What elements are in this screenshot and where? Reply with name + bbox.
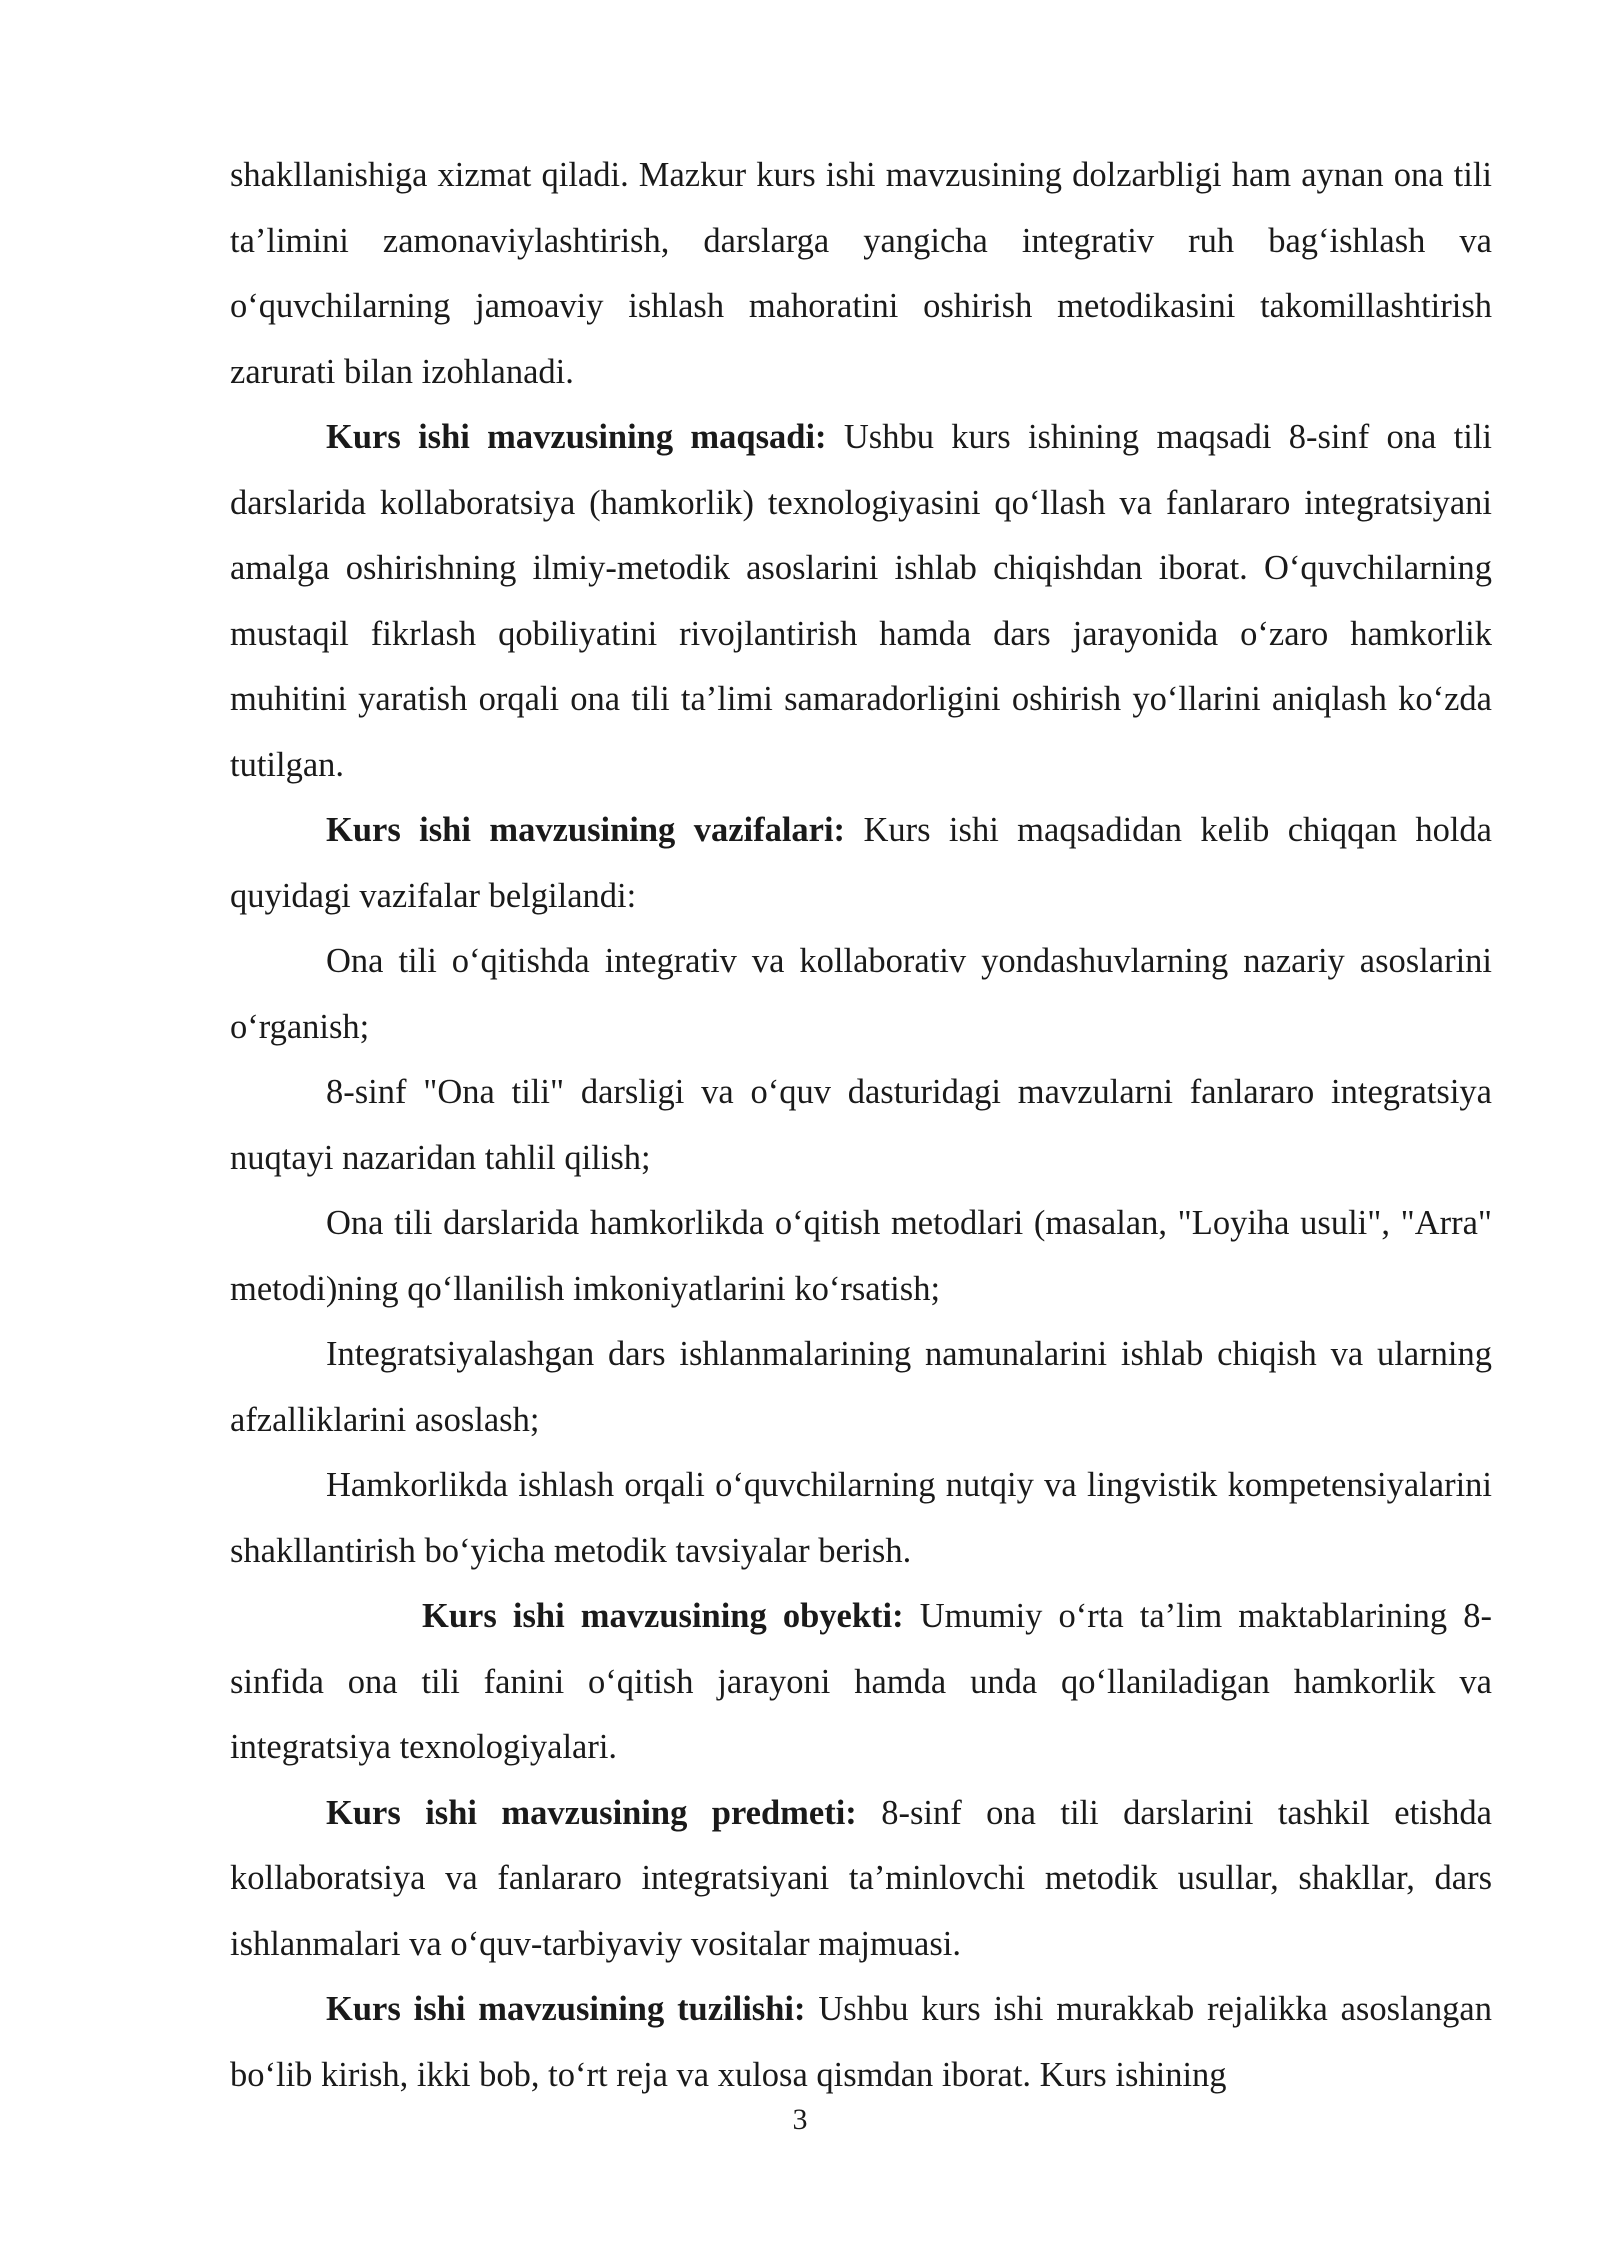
paragraph-text: Kurs ishi maqsadidan kelib chiqqan holda quyidagi vazifalar belgilandi: xyxy=(230,811,1492,915)
task-item xyxy=(230,1453,1492,1584)
document-page xyxy=(230,143,1492,2108)
paragraph-text: shakllanishiga xizmat qiladi. Mazkur kurs ishi mavzusining dolzarbligi ham aynan ona tili ta’limini zamonaviylashtirish, darslarga yangicha integrativ ruh bag‘ishlash va o‘quvchilarning jamoaviy ishlash mahoratini oshirish metodikasini takomillashtirish zarurati bilan izohlanadi. xyxy=(230,156,1492,391)
paragraph-structure xyxy=(230,1977,1492,2108)
paragraph-text: Integratsiyalashgan dars ishlanmalarining namunalarini ishlab chiqish va ularning afzalliklarini asoslash; xyxy=(230,1335,1492,1439)
page-number: 3 xyxy=(792,2103,808,2136)
paragraph-heading: Kurs ishi mavzusining maqsadi: xyxy=(326,418,827,456)
paragraph-object xyxy=(230,1584,1492,1781)
paragraph-text: Ona tili darslarida hamkorlikda o‘qitish metodlari (masalan, "Loyiha usuli", "Arra" metodi)ning qo‘llanilish imkoniyatlarini ko‘rsatish; xyxy=(230,1204,1492,1308)
paragraph-text: 8-sinf "Ona tili" darsligi va o‘quv dasturidagi mavzularni fanlararo integratsiya nuqtayi nazaridan tahlil qilish; xyxy=(230,1073,1492,1177)
task-item xyxy=(230,1191,1492,1322)
paragraph-heading: Kurs ishi mavzusining obyekti: xyxy=(422,1597,904,1635)
task-item xyxy=(230,1322,1492,1453)
paragraph-relevance-end xyxy=(230,143,1492,405)
task-item xyxy=(230,1060,1492,1191)
paragraph-heading: Kurs ishi mavzusining tuzilishi: xyxy=(326,1990,806,2028)
paragraph-text: Umumiy o‘rta ta’lim maktablarining 8-sinfida ona tili fanini o‘qitish jarayoni hamda unda qo‘llaniladigan hamkorlik va integratsiya texnologiyalari. xyxy=(230,1597,1493,1766)
paragraph-text: 8-sinf ona tili darslarini tashkil etishda kollaboratsiya va fanlararo integratsiyani ta’minlovchi metodik usullar, shakllar, dars ishlanmalari va o‘quv-tarbiyaviy vositalar majmuasi. xyxy=(230,1793,1492,1963)
paragraph-text: Ushbu kurs ishi murakkab rejalikka asoslangan bo‘lib kirish, ikki bob, to‘rt reja va xulosa qismdan iborat. Kurs ishining xyxy=(230,1990,1492,2094)
paragraph-text: Hamkorlikda ishlash orqali o‘quvchilarning nutqiy va lingvistik kompetensiyalarini shakllantirish bo‘yicha metodik tavsiyalar berish. xyxy=(230,1466,1492,1570)
paragraph-text: Ona tili o‘qitishda integrativ va kollaborativ yondashuvlarning nazariy asoslarini o‘rganish; xyxy=(230,942,1492,1046)
paragraph-heading: Kurs ishi mavzusining vazifalari: xyxy=(326,811,846,849)
paragraph-subject xyxy=(230,1781,1492,1978)
paragraph-tasks xyxy=(230,798,1492,929)
paragraph-heading: Kurs ishi mavzusining predmeti: xyxy=(326,1793,857,1832)
paragraph-goal xyxy=(230,405,1492,798)
task-item xyxy=(230,929,1492,1060)
paragraph-text: Ushbu kurs ishining maqsadi 8-sinf ona tili darslarida kollaboratsiya (hamkorlik) texnologiyasini qo‘llash va fanlararo integratsiyani amalga oshirishning ilmiy-metodik asoslarini ishlab chiqishdan iborat. O‘quvchilarning mustaqil fikrlash qobiliyatini rivojlantirish hamda dars jarayonida o‘zaro hamkorlik muhitini yaratish orqali ona tili ta’limi samaradorligini oshirish yo‘llarini aniqlash ko‘zda tutilgan. xyxy=(230,418,1492,784)
